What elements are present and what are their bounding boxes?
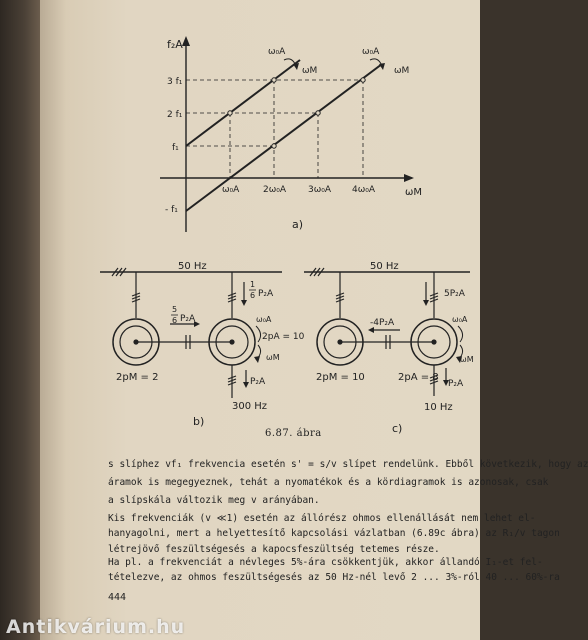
b-ratio-p: P₂A <box>180 314 196 324</box>
c-two-pm: 2pM = 10 <box>316 372 365 383</box>
graph-xtick-2: 2ω₀A <box>263 185 287 195</box>
watermark: Antikvárium.hu <box>6 616 186 638</box>
b-supply: 50 Hz <box>178 261 207 272</box>
b-p2a-top: P₂A <box>258 289 274 299</box>
b-two-pm: 2pM = 2 <box>116 372 159 383</box>
b-frac-1: 1 <box>250 280 256 289</box>
body-line-8: tételezve, az ohmos feszültségesés az 50 Hz-nél levő 2 ... 3%-ról 40 ... 60%-ra <box>108 572 560 583</box>
graph-xtick-1: ω₀A <box>222 185 240 195</box>
graph-a <box>160 36 414 232</box>
b-two-pa: 2pA = 10 <box>262 332 305 342</box>
body-line-7: Ha pl. a frekvenciát a névleges 5%-ára csökkentjük, akkor állandó I₁-et fel- <box>108 557 543 568</box>
graph-x-axis-label: ωM <box>405 187 423 198</box>
c-freq-out: 10 Hz <box>424 402 453 413</box>
graph-sublabel: a) <box>292 218 304 231</box>
body-line-4: Kis frekvenciák (v ≪1) esetén az állórész ohmos ellenállását nem lehet el- <box>108 513 536 524</box>
b-rot-top: ω₀A <box>256 315 272 324</box>
graph-ytick-1: f₁ <box>172 143 179 153</box>
body-line-2: áramok is megegyeznek, tehát a nyomatékok és a kördiagramok is azonosak, csak <box>108 477 549 488</box>
b-sublabel: b) <box>193 415 205 428</box>
body-line-6: létrejövő feszültségesés a kapocsfeszültség tetemes része. <box>108 544 440 555</box>
graph-y-axis-label: f₂A <box>167 38 183 51</box>
graph-xtick-4: 4ω₀A <box>352 185 376 195</box>
graph-curve2-top: ω₀A <box>362 47 380 57</box>
c-rot-top: ω₀A <box>452 315 468 324</box>
body-line-3: a slípskála változik meg v arányában. <box>108 495 320 506</box>
c-power-top: 5P₂A <box>444 289 465 299</box>
b-ratio-5: 5 <box>172 305 178 314</box>
c-p2a-bottom: P₂A <box>448 379 464 389</box>
b-freq-out: 300 Hz <box>232 401 268 412</box>
graph-ytick-3: 3 f₁ <box>167 77 183 87</box>
c-minus-power: -4P₂A <box>370 318 395 328</box>
graph-ytick-neg: - f₁ <box>165 205 178 215</box>
c-sublabel: c) <box>392 422 403 435</box>
graph-curve1-top: ω₀A <box>268 47 286 57</box>
b-p2a-bottom: P₂A <box>250 377 266 387</box>
page-number: 444 <box>108 592 127 603</box>
c-rot-bottom: ωM <box>460 355 474 364</box>
body-line-1: s slíphez vf₁ frekvencia esetén s' = s/v slípet rendelünk. Ebből következik, hogy az <box>108 459 588 470</box>
b-frac-6: 6 <box>250 291 256 300</box>
graph-curve1-bottom: ωM <box>302 66 318 76</box>
c-supply: 50 Hz <box>370 261 399 272</box>
b-rot-bottom: ωM <box>266 353 280 362</box>
graph-ytick-2: 2 f₁ <box>167 110 183 120</box>
figure-caption: 6.87. ábra <box>265 428 322 439</box>
c-two-pa: 2pA = 8 <box>398 372 439 383</box>
graph-xtick-3: 3ω₀A <box>308 185 332 195</box>
graph-curve2-bottom: ωM <box>394 66 410 76</box>
b-ratio-6: 6 <box>172 316 178 325</box>
body-line-5: hanyagolni, mert a helyettesítő kapcsolási vázlatban (6.89c ábra) az R₁/v tagon <box>108 528 560 539</box>
